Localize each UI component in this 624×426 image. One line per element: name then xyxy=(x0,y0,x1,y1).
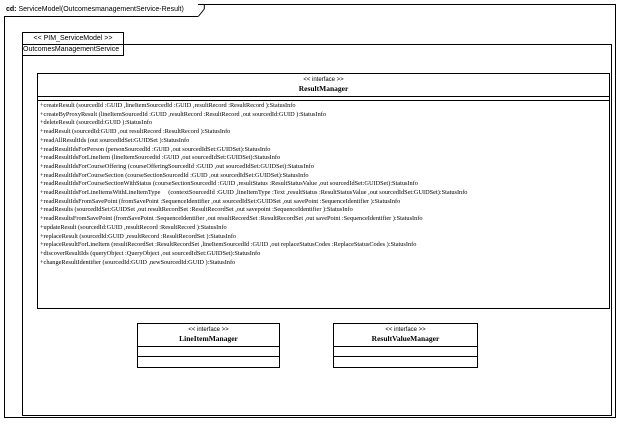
operation-row: +readResultIdsForLineItem (lineItemSourcedid :GUID ,out sourcedIdSet:GUIDSet):StatusInfo xyxy=(40,154,281,162)
operation-row: +replaceResult (sourcedId:GUID ,resultRecord :ResultRecordSet ):StatusInfo xyxy=(40,232,237,240)
line-item-manager-interface[interactable] xyxy=(137,323,280,368)
operation-row: +updateResult (sourcedId:GUID ,resultRecord :ResultRecord ):StatusInfo xyxy=(40,223,227,231)
operation-row: +readResultIdsForLineItemsWithLineItemType (contextSourcedId :GUID ,lineItemType :Text ,resultStatus :ResultStatusValue ,out sourcedIdSet:GUIDSet):StatusInfo xyxy=(40,189,468,197)
operation-row: +readResultsFromSavePoint (fromSavePoint :SequenceIdentifier ,out resultRecordSet :ResultRecordSet ,out savePoint :SequenceIdentifier ):StatusInfo xyxy=(40,215,423,223)
result-value-manager-interface[interactable] xyxy=(333,323,478,368)
result-manager-stereotype: << interface >> xyxy=(303,77,344,83)
package-tab xyxy=(22,32,124,44)
result-manager-interface[interactable] xyxy=(37,73,610,309)
line-item-manager-header xyxy=(138,324,279,347)
result-value-manager-attributes xyxy=(334,347,477,357)
line-item-manager-stereotype: << interface >> xyxy=(188,327,229,333)
operation-row: +discoverResultIds (queryObject :QueryObject ,out sourcedIdSet:GUIDSet):StatusInfo xyxy=(40,249,261,257)
result-manager-name: ResultManager xyxy=(298,84,349,93)
operation-row: +readResultIdsForCourseSectionWithStatus (courseSectionSourcedId :GUID ,resultStatus :ResultStatusValue ,out sourcedIdSet:GUIDSet):StatusInfo xyxy=(40,180,418,188)
frame-title: ServiceModel(OutcomesmanagementService-Result) xyxy=(18,6,184,13)
operation-row: +readResults (sourcedIdSet:GUIDSet ,out resultRecordSet :ResultRecordSet ,out savepoint :SequenceIdentifier ):StatusInfo xyxy=(40,206,353,214)
line-item-manager-attributes xyxy=(138,347,279,357)
operation-row: +readResultIdsForCourseSection (courseSectionSourcedId :GUID ,out sourcedIdSet:GUIDSet):StatusInfo xyxy=(40,171,309,179)
operation-row: +createByProxyResult (lineItemSourcedId :GUID ,resultRecord :ResultRecord ,out sourcedId:GUID ):StatusInfo xyxy=(40,110,326,118)
package-stereotype: << PIM_ServiceModel >> xyxy=(33,35,113,42)
result-value-manager-header xyxy=(334,324,477,347)
operation-row: +readResult (sourcedId:GUID ,out resultRecord :ResultRecord ):StatusInfo xyxy=(40,128,231,136)
operation-row: +readResultIdsForPerson (personSourcedId :GUID ,out sourcedIdSet:GUIDSet):StatusInfo xyxy=(40,145,271,153)
line-item-manager-name: LineItemManager xyxy=(179,334,238,343)
operation-row: +deleteResult (sourcedId:GUID ):StatusInfo xyxy=(40,119,152,127)
operation-row: +readResultIdsForCourseOffering (courseOfferingSourcedId :GUID ,out sourcedIdSet:GUIDSet):StatusInfo xyxy=(40,162,314,170)
operation-row: +readResultIdsFromSavePoint (fromSavePoint :SequenceIdentifier ,out sourcedIdSet:GUIDSet ,out savePoint :SequenceIdentifier ):StatusInfo xyxy=(40,197,401,205)
operation-row: +readAllResultIds (out sourcedIdSet:GUIDSet ):StatusInfo xyxy=(40,136,190,144)
operation-row: +replaceResultForLineItem (resultRecordSet :ResultRecordSet ,lineItemSourcedId :GUID ,out replaceStatusCodes :ReplaceStatusCodes ):StatusInfo xyxy=(40,241,417,249)
result-value-manager-stereotype: << interface >> xyxy=(385,327,426,333)
frame-keyword: cd: xyxy=(6,6,17,13)
result-value-manager-name: ResultValueManager xyxy=(371,334,440,343)
operation-row: +changeResultIdentifier (sourcedId:GUID ,newSourcedId:GUID ):StatusInfo xyxy=(40,258,236,266)
operation-row: +createResult (sourcedId :GUID ,lineItemSourcedId :GUID ,resultRecord :ResultRecord ):StatusInfo xyxy=(40,102,296,109)
result-manager-header xyxy=(38,74,609,97)
package-name: OutcomesManagementService xyxy=(22,44,124,56)
result-manager-operations xyxy=(38,101,609,267)
